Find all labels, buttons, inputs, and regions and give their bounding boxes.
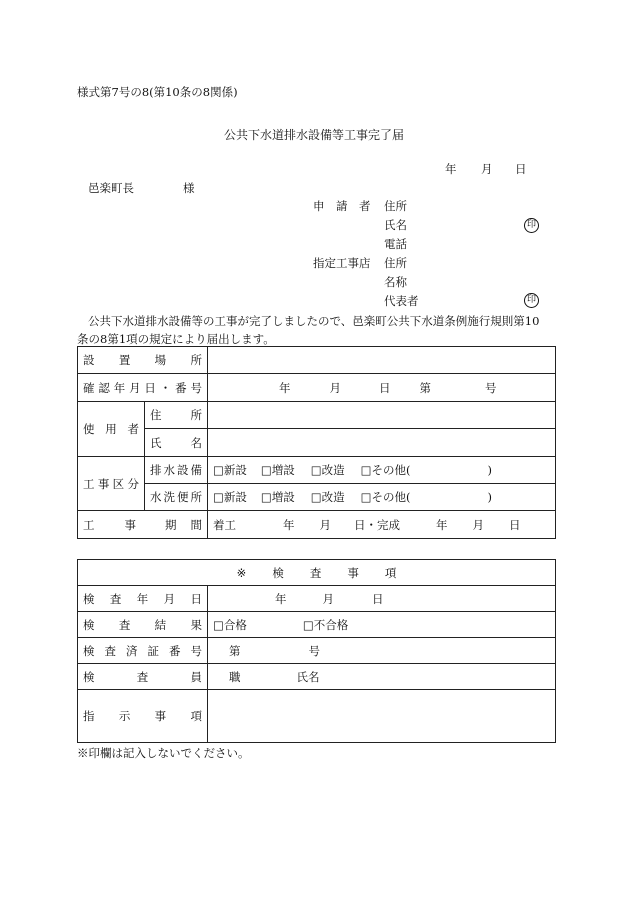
period-start-year: 年: [283, 517, 295, 532]
period-label-ji: 事: [124, 517, 136, 532]
inspection-result-field: [208, 612, 556, 638]
user-label-cell: 使用者: [78, 402, 145, 457]
row-location: [78, 347, 556, 374]
confirm-year: 年: [279, 380, 291, 395]
drainage-other-close: ): [487, 463, 492, 477]
row-period: [78, 511, 556, 539]
instructions-row: [78, 690, 556, 743]
inspection-cert-row: [78, 638, 556, 664]
drainage-label-cell: 排水設備: [145, 457, 208, 484]
inspection-heading-c4: 項: [384, 565, 397, 580]
cert-prefix: 第: [229, 643, 241, 658]
toilet-mod-checkbox[interactable]: □改造: [310, 490, 345, 504]
pass-checkbox[interactable]: □合格: [213, 617, 247, 632]
instructions-field[interactable]: [208, 690, 556, 743]
contractor-rep-label: 代表者: [384, 294, 419, 308]
date-year: 年: [445, 162, 457, 176]
period-end-month: 月: [472, 517, 484, 532]
applicant-seal-icon: 印: [524, 218, 539, 233]
inspector-field[interactable]: [208, 664, 556, 690]
row-toilet: [78, 484, 556, 511]
confirm-field[interactable]: [208, 374, 556, 402]
inspection-result-row: [78, 612, 556, 638]
period-start: 着工: [213, 517, 236, 532]
confirm-no-prefix: 第: [419, 380, 431, 395]
drainage-options: [208, 457, 556, 484]
toilet-label-cell: 水洗便所: [145, 484, 208, 511]
confirm-month: 月: [329, 380, 341, 395]
instructions-label-cell: 指示事項: [78, 690, 208, 743]
inspector-row: [78, 664, 556, 690]
drainage-other-checkbox[interactable]: □その他(: [360, 463, 411, 477]
inspection-heading-c3: 事: [347, 565, 359, 580]
toilet-other-close: ): [487, 490, 492, 504]
period-label-kan: 間: [190, 517, 202, 532]
location-field[interactable]: [208, 347, 556, 374]
period-end-year: 年: [436, 517, 448, 532]
period-label-cell: [78, 511, 208, 539]
application-table: [77, 346, 556, 539]
applicant-phone-label: 電話: [384, 237, 407, 251]
form-number: 様式第7号の8(第10条の8関係): [77, 85, 238, 99]
row-user-name: [78, 429, 556, 457]
statement-line-1: 公共下水道排水設備等の工事が完了しましたので、邑楽町公共下水道条例施行規則第10: [88, 314, 540, 328]
user-name-field[interactable]: [208, 429, 556, 457]
cert-suffix: 号: [308, 643, 320, 658]
confirm-day: 日: [379, 380, 391, 395]
inspection-table: [77, 559, 556, 743]
inspection-heading-c1: 検: [272, 565, 284, 580]
inspection-result-label-cell: 検査結果: [78, 612, 208, 638]
location-label-cell: 設置場所: [78, 347, 208, 374]
fail-checkbox[interactable]: □不合格: [302, 617, 349, 632]
inspection-date-field[interactable]: [208, 586, 556, 612]
work-type-label-cell: 工事区分: [78, 457, 145, 511]
period-start-month: 月: [319, 517, 331, 532]
addressee-mayor: 邑楽町長: [88, 181, 134, 195]
date-month: 月: [481, 162, 493, 176]
user-name-label-cell: 氏名: [145, 429, 208, 457]
period-label-ko: 工: [83, 517, 95, 532]
contractor-label: 指定工事店: [313, 256, 371, 270]
period-day-complete: 日・完成: [354, 517, 400, 532]
footnote: ※印欄は記入しないでください。: [77, 746, 250, 760]
inspection-year: 年: [275, 591, 287, 606]
applicant-label: 申 請 者: [313, 199, 371, 213]
drainage-add-checkbox[interactable]: □増設: [260, 463, 295, 477]
inspection-day: 日: [372, 591, 384, 606]
inspector-label-cell: 検査員: [78, 664, 208, 690]
drainage-mod-checkbox[interactable]: □改造: [310, 463, 345, 477]
user-address-field[interactable]: [208, 402, 556, 429]
inspector-title: 職: [229, 669, 241, 684]
toilet-add-checkbox[interactable]: □増設: [260, 490, 295, 504]
drainage-new-checkbox[interactable]: □新設: [213, 463, 247, 477]
contractor-company-label: 名称: [384, 275, 407, 289]
row-user-address: [78, 402, 556, 429]
toilet-options: [208, 484, 556, 511]
toilet-other-checkbox[interactable]: □その他(: [360, 490, 411, 504]
toilet-new-checkbox[interactable]: □新設: [213, 490, 247, 504]
inspection-cert-field[interactable]: [208, 638, 556, 664]
inspection-heading-mark: ※: [236, 565, 247, 580]
period-label-ki: 期: [165, 517, 177, 532]
period-field[interactable]: [208, 511, 556, 539]
inspection-heading-row: [78, 560, 556, 586]
inspector-name: 氏名: [296, 669, 320, 684]
statement-line-2: 条の8第1項の規定により届出します。: [77, 332, 275, 346]
document-title: 公共下水道排水設備等工事完了届: [224, 128, 405, 142]
row-confirmation: [78, 374, 556, 402]
inspection-month: 月: [322, 591, 334, 606]
applicant-address-label: 住所: [384, 199, 407, 213]
confirm-label-cell: 確認年月日・番号: [78, 374, 208, 402]
inspection-heading-c2: 査: [309, 565, 322, 580]
row-drainage: [78, 457, 556, 484]
inspection-date-row: [78, 586, 556, 612]
user-address-label-cell: 住所: [145, 402, 208, 429]
date-day: 日: [515, 162, 527, 176]
confirm-no-suffix: 号: [485, 380, 497, 395]
applicant-name-label: 氏名: [384, 218, 407, 232]
contractor-address-label: 住所: [384, 256, 407, 270]
contractor-seal-icon: 印: [524, 293, 539, 308]
inspection-cert-label-cell: 検査済証番号: [78, 638, 208, 664]
period-end-day: 日: [509, 517, 521, 532]
addressee-honorific: 様: [183, 181, 195, 195]
inspection-date-label-cell: 検査年月日: [78, 586, 208, 612]
inspection-heading: [78, 560, 556, 586]
